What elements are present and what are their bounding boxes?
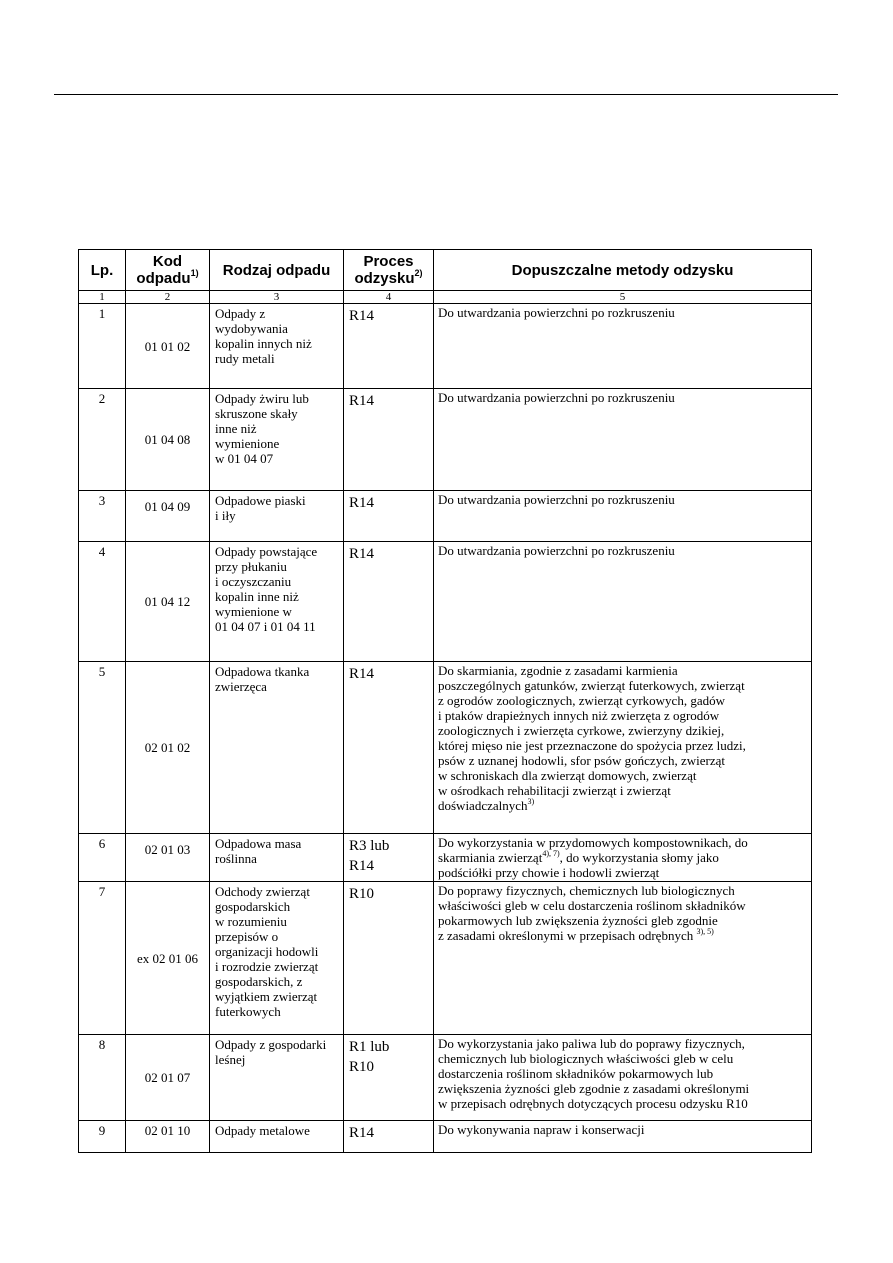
row-proces bbox=[344, 1035, 434, 1121]
proces-line: R14 bbox=[349, 858, 375, 874]
rodzaj-line: kopalin innych niż bbox=[215, 336, 312, 351]
row-rodzaj bbox=[210, 834, 344, 882]
row-lp: 1 bbox=[79, 304, 126, 389]
row-kod: 01 04 08 bbox=[126, 389, 210, 491]
row-metody bbox=[434, 542, 812, 662]
metody-line: Do poprawy fizycznych, chemicznych lub biologicznych bbox=[438, 883, 735, 898]
metody-line-last bbox=[438, 928, 808, 943]
row-rodzaj bbox=[210, 542, 344, 662]
metody-line: dostarczenia roślinom składników pokarmowych lub bbox=[438, 1066, 714, 1081]
metody-line: Do skarmiania, zgodnie z zasadami karmienia bbox=[438, 663, 678, 678]
proces-line: R14 bbox=[349, 308, 375, 324]
table-row bbox=[79, 1121, 812, 1153]
proces-line: R14 bbox=[349, 666, 375, 682]
rodzaj-line: rudy metali bbox=[215, 351, 275, 366]
table-row bbox=[79, 662, 812, 834]
rodzaj-line: gospodarskich, z bbox=[215, 974, 303, 989]
metody-line: właściwości gleb w celu dostarczenia roślinom składników bbox=[438, 898, 746, 913]
row-lp: 9 bbox=[79, 1121, 126, 1153]
rodzaj-line: w 01 04 07 bbox=[215, 451, 274, 466]
rodzaj-line: 01 04 07 i 01 04 11 bbox=[215, 619, 316, 634]
row-kod: 01 01 02 bbox=[126, 304, 210, 389]
column-number-row bbox=[79, 291, 812, 304]
metody-line: z ogrodów zoologicznych, zwierząt cyrkowych, gadów bbox=[438, 693, 725, 708]
row-metody bbox=[434, 1121, 812, 1153]
rodzaj-line: i oczyszczaniu bbox=[215, 574, 292, 589]
table-row bbox=[79, 834, 812, 882]
footnote-ref: 4), 7) bbox=[542, 848, 560, 858]
proces-line: R14 bbox=[349, 1125, 375, 1141]
row-rodzaj bbox=[210, 662, 344, 834]
row-rodzaj bbox=[210, 389, 344, 491]
row-rodzaj bbox=[210, 1035, 344, 1121]
row-proces bbox=[344, 1121, 434, 1153]
rodzaj-line: Odpadowe piaski bbox=[215, 493, 306, 508]
row-metody bbox=[434, 304, 812, 389]
metody-text: z zasadami określonymi w przepisach odrębnych bbox=[438, 928, 694, 943]
proces-line: R14 bbox=[349, 393, 375, 409]
rodzaj-line: i iły bbox=[215, 508, 236, 523]
metody-line: Do utwardzania powierzchni po rozkruszeniu bbox=[438, 390, 675, 405]
rodzaj-line: inne niż bbox=[215, 421, 257, 436]
rodzaj-line: Odpady powstające bbox=[215, 544, 318, 559]
footnote-ref: 3), 5) bbox=[696, 926, 714, 936]
row-metody bbox=[434, 882, 812, 1035]
row-metody bbox=[434, 491, 812, 542]
column-number: 3 bbox=[210, 291, 344, 304]
column-number: 2 bbox=[126, 291, 210, 304]
header-kod-line2: odpadu bbox=[136, 270, 191, 287]
rodzaj-line: Odpadowa tkanka bbox=[215, 664, 310, 679]
rodzaj-line: wydobywania bbox=[215, 321, 288, 336]
proces-line: R3 lub bbox=[349, 838, 390, 854]
waste-recovery-table bbox=[78, 249, 812, 1153]
row-lp: 2 bbox=[79, 389, 126, 491]
metody-line: psów z uznanej hodowli, sfor psów gończych, zwierząt bbox=[438, 753, 725, 768]
rodzaj-line: Odpady z gospodarki bbox=[215, 1037, 327, 1052]
header-proces-line2: odzysku bbox=[354, 270, 415, 287]
metody-line: w ośrodkach rehabilitacji zwierząt i zwierząt bbox=[438, 783, 671, 798]
row-kod: 01 04 12 bbox=[126, 542, 210, 662]
rodzaj-line: wymienione w bbox=[215, 604, 292, 619]
rodzaj-line: kopalin inne niż bbox=[215, 589, 299, 604]
row-rodzaj bbox=[210, 882, 344, 1035]
rodzaj-line: przepisów o bbox=[215, 929, 279, 944]
rodzaj-line: wyjątkiem zwierząt bbox=[215, 989, 318, 1004]
header-kod bbox=[126, 250, 210, 291]
metody-line: chemicznych lub biologicznych właściwości gleb w celu bbox=[438, 1051, 734, 1066]
proces-line: R10 bbox=[349, 886, 375, 902]
row-rodzaj bbox=[210, 1121, 344, 1153]
table-row bbox=[79, 1035, 812, 1121]
table-row bbox=[79, 542, 812, 662]
rodzaj-line: gospodarskich bbox=[215, 899, 291, 914]
rodzaj-line: roślinna bbox=[215, 851, 257, 866]
row-kod-text: 01 04 09 bbox=[144, 499, 191, 514]
proces-line: R14 bbox=[349, 495, 375, 511]
header-metody: Dopuszczalne metody odzysku bbox=[434, 250, 812, 291]
metody-line: w schroniskach dla zwierząt domowych, zwierząt bbox=[438, 768, 697, 783]
row-lp: 8 bbox=[79, 1035, 126, 1121]
metody-line: w przepisach odrębnych dotyczących procesu odzysku R10 bbox=[438, 1096, 748, 1111]
row-rodzaj bbox=[210, 304, 344, 389]
metody-line: zoologicznych i zwierzęta cyrkowe, zwierzyny dzikiej, bbox=[438, 723, 725, 738]
rodzaj-line: zwierzęca bbox=[215, 679, 267, 694]
row-metody bbox=[434, 1035, 812, 1121]
metody-line-last bbox=[438, 798, 808, 813]
rodzaj-line: wymienione bbox=[215, 436, 280, 451]
row-kod-text: 02 01 03 bbox=[144, 842, 191, 857]
header-rodzaj: Rodzaj odpadu bbox=[210, 250, 344, 291]
rodzaj-line: przy płukaniu bbox=[215, 559, 287, 574]
rodzaj-line: Odchody zwierząt bbox=[215, 884, 310, 899]
column-number: 5 bbox=[434, 291, 812, 304]
rodzaj-line: i rozrodzie zwierząt bbox=[215, 959, 319, 974]
row-lp: 6 bbox=[79, 834, 126, 882]
row-proces bbox=[344, 542, 434, 662]
metody-line: zwiększenia żyzności gleb zgodnie z zasadami określonymi bbox=[438, 1081, 750, 1096]
header-proces-line1: Proces bbox=[363, 253, 414, 270]
row-lp: 3 bbox=[79, 491, 126, 542]
row-proces bbox=[344, 834, 434, 882]
row-kod bbox=[126, 1121, 210, 1153]
metody-line: i ptaków drapieżnych innych niż zwierzęta z ogrodów bbox=[438, 708, 720, 723]
metody-line: Do wykorzystania w przydomowych kompostownikach, do bbox=[438, 835, 748, 850]
row-kod: ex 02 01 06 bbox=[126, 882, 210, 1035]
top-rule bbox=[54, 94, 838, 95]
row-lp: 5 bbox=[79, 662, 126, 834]
metody-line: podściółki przy chowie i hodowli zwierząt bbox=[438, 865, 660, 880]
metody-line: której mięso nie jest przeznaczone do spożycia przez ludzi, bbox=[438, 738, 746, 753]
row-lp: 7 bbox=[79, 882, 126, 1035]
column-number: 1 bbox=[79, 291, 126, 304]
metody-line: Do utwardzania powierzchni po rozkruszeniu bbox=[438, 543, 675, 558]
rodzaj-line: w rozumieniu bbox=[215, 914, 287, 929]
rodzaj-line: Odpady żwiru lub bbox=[215, 391, 309, 406]
metody-line: Do wykonywania napraw i konserwacji bbox=[438, 1122, 645, 1137]
metody-line: pokarmowych lub zwiększenia żyzności gleb zgodnie bbox=[438, 913, 718, 928]
table-row bbox=[79, 491, 812, 542]
metody-text: doświadczalnych bbox=[438, 798, 528, 813]
metody-text: , do wykorzystania słomy jako bbox=[559, 850, 719, 865]
metody-line: Do utwardzania powierzchni po rozkruszeniu bbox=[438, 305, 675, 320]
row-metody bbox=[434, 834, 812, 882]
row-metody bbox=[434, 389, 812, 491]
row-kod: 02 01 02 bbox=[126, 662, 210, 834]
proces-line: R1 lub bbox=[349, 1039, 390, 1055]
header-kod-line1: Kod bbox=[152, 253, 183, 270]
rodzaj-line: organizacji hodowli bbox=[215, 944, 319, 959]
header-lp: Lp. bbox=[79, 250, 126, 291]
row-lp: 4 bbox=[79, 542, 126, 662]
metody-text: skarmiania zwierząt bbox=[438, 850, 543, 865]
rodzaj-line: skruszone skały bbox=[215, 406, 298, 421]
row-proces bbox=[344, 882, 434, 1035]
proces-line: R14 bbox=[349, 546, 375, 562]
rodzaj-line: Odpady z bbox=[215, 306, 266, 321]
rodzaj-line: Odpadowa masa bbox=[215, 836, 302, 851]
header-proces bbox=[344, 250, 434, 291]
table-row bbox=[79, 389, 812, 491]
header-proces-footnote: 2) bbox=[414, 268, 423, 278]
proces-line: R10 bbox=[349, 1059, 375, 1075]
row-proces bbox=[344, 491, 434, 542]
row-kod bbox=[126, 834, 210, 882]
row-rodzaj bbox=[210, 491, 344, 542]
column-number: 4 bbox=[344, 291, 434, 304]
header-row bbox=[79, 250, 812, 291]
metody-line: poszczególnych gatunków, zwierząt futerkowych, zwierząt bbox=[438, 678, 745, 693]
rodzaj-line: leśnej bbox=[215, 1052, 246, 1067]
row-proces bbox=[344, 662, 434, 834]
metody-line: Do utwardzania powierzchni po rozkruszeniu bbox=[438, 492, 675, 507]
row-metody bbox=[434, 662, 812, 834]
footnote-ref: 3) bbox=[527, 796, 535, 806]
row-proces bbox=[344, 304, 434, 389]
row-proces bbox=[344, 389, 434, 491]
row-kod: 02 01 07 bbox=[126, 1035, 210, 1121]
metody-line bbox=[438, 850, 808, 865]
table-row bbox=[79, 304, 812, 389]
rodzaj-line: Odpady metalowe bbox=[215, 1123, 310, 1138]
row-kod bbox=[126, 491, 210, 542]
metody-line: Do wykorzystania jako paliwa lub do poprawy fizycznych, bbox=[438, 1036, 745, 1051]
row-kod-text: 02 01 10 bbox=[144, 1123, 191, 1138]
header-kod-footnote: 1) bbox=[190, 268, 199, 278]
rodzaj-line: futerkowych bbox=[215, 1004, 281, 1019]
table-row bbox=[79, 882, 812, 1035]
